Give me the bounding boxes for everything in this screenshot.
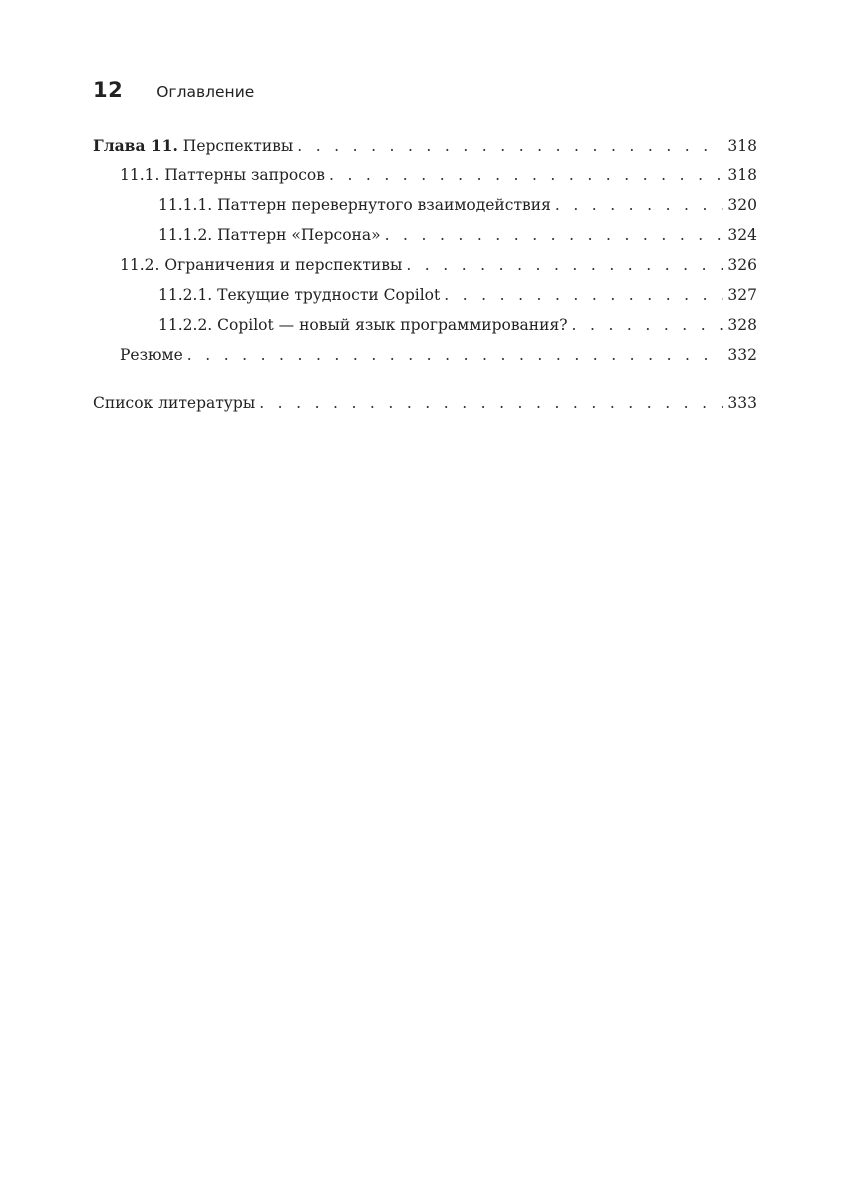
- toc-page-number: 328: [727, 316, 757, 334]
- toc-entry-11-1: [93, 166, 757, 196]
- dot-leader: [406, 256, 723, 274]
- toc-page-number: 324: [727, 226, 757, 244]
- toc-entry-11-1-1: [93, 196, 757, 226]
- toc-page-number: 332: [727, 346, 757, 364]
- toc-entry-11-1-2: [93, 226, 757, 256]
- dot-leader: [444, 286, 723, 304]
- toc-entry-label: [93, 136, 297, 155]
- toc-entry-11-2: [93, 256, 757, 286]
- toc-page-number: 333: [727, 394, 757, 412]
- toc-entry-label: 11.2. Ограничения и перспективы: [120, 256, 403, 274]
- toc-entry-label: 11.2.2. Copilot — новый язык программирования?: [158, 316, 568, 334]
- toc-entry-label: 11.1. Паттерны запросов: [120, 166, 325, 184]
- dot-leader: [555, 196, 724, 214]
- toc-page-number: 318: [727, 137, 757, 155]
- toc-page-number: 327: [727, 286, 757, 304]
- toc-entry-summary: [93, 346, 757, 376]
- toc-page-number: 318: [727, 166, 757, 184]
- dot-leader: [329, 166, 723, 184]
- toc-entry-chapter-11: [93, 136, 757, 166]
- chapter-number: Глава 11.: [93, 136, 178, 155]
- table-of-contents: [93, 136, 757, 424]
- toc-entry-label: 11.1.2. Паттерн «Персона»: [158, 226, 381, 244]
- toc-entry-label: 11.2.1. Текущие трудности Copilot: [158, 286, 441, 304]
- toc-entry-bibliography: [93, 394, 757, 424]
- dot-leader: [259, 394, 723, 412]
- dot-leader: [572, 316, 724, 334]
- page-number: 12: [93, 78, 124, 102]
- toc-entry-11-2-1: [93, 286, 757, 316]
- running-header: [93, 78, 254, 106]
- toc-entry-11-2-2: [93, 316, 757, 346]
- section-title: Оглавление: [156, 83, 255, 101]
- toc-entry-label: Список литературы: [93, 394, 256, 412]
- dot-leader: [297, 137, 723, 155]
- toc-entry-label: 11.1.1. Паттерн перевернутого взаимодействия: [158, 196, 551, 214]
- dot-leader: [187, 346, 724, 364]
- dot-leader: [385, 226, 724, 244]
- chapter-title: Перспективы: [182, 137, 294, 155]
- toc-page-number: 320: [727, 196, 757, 214]
- toc-page-number: 326: [727, 256, 757, 274]
- toc-entry-label: Резюме: [120, 346, 183, 364]
